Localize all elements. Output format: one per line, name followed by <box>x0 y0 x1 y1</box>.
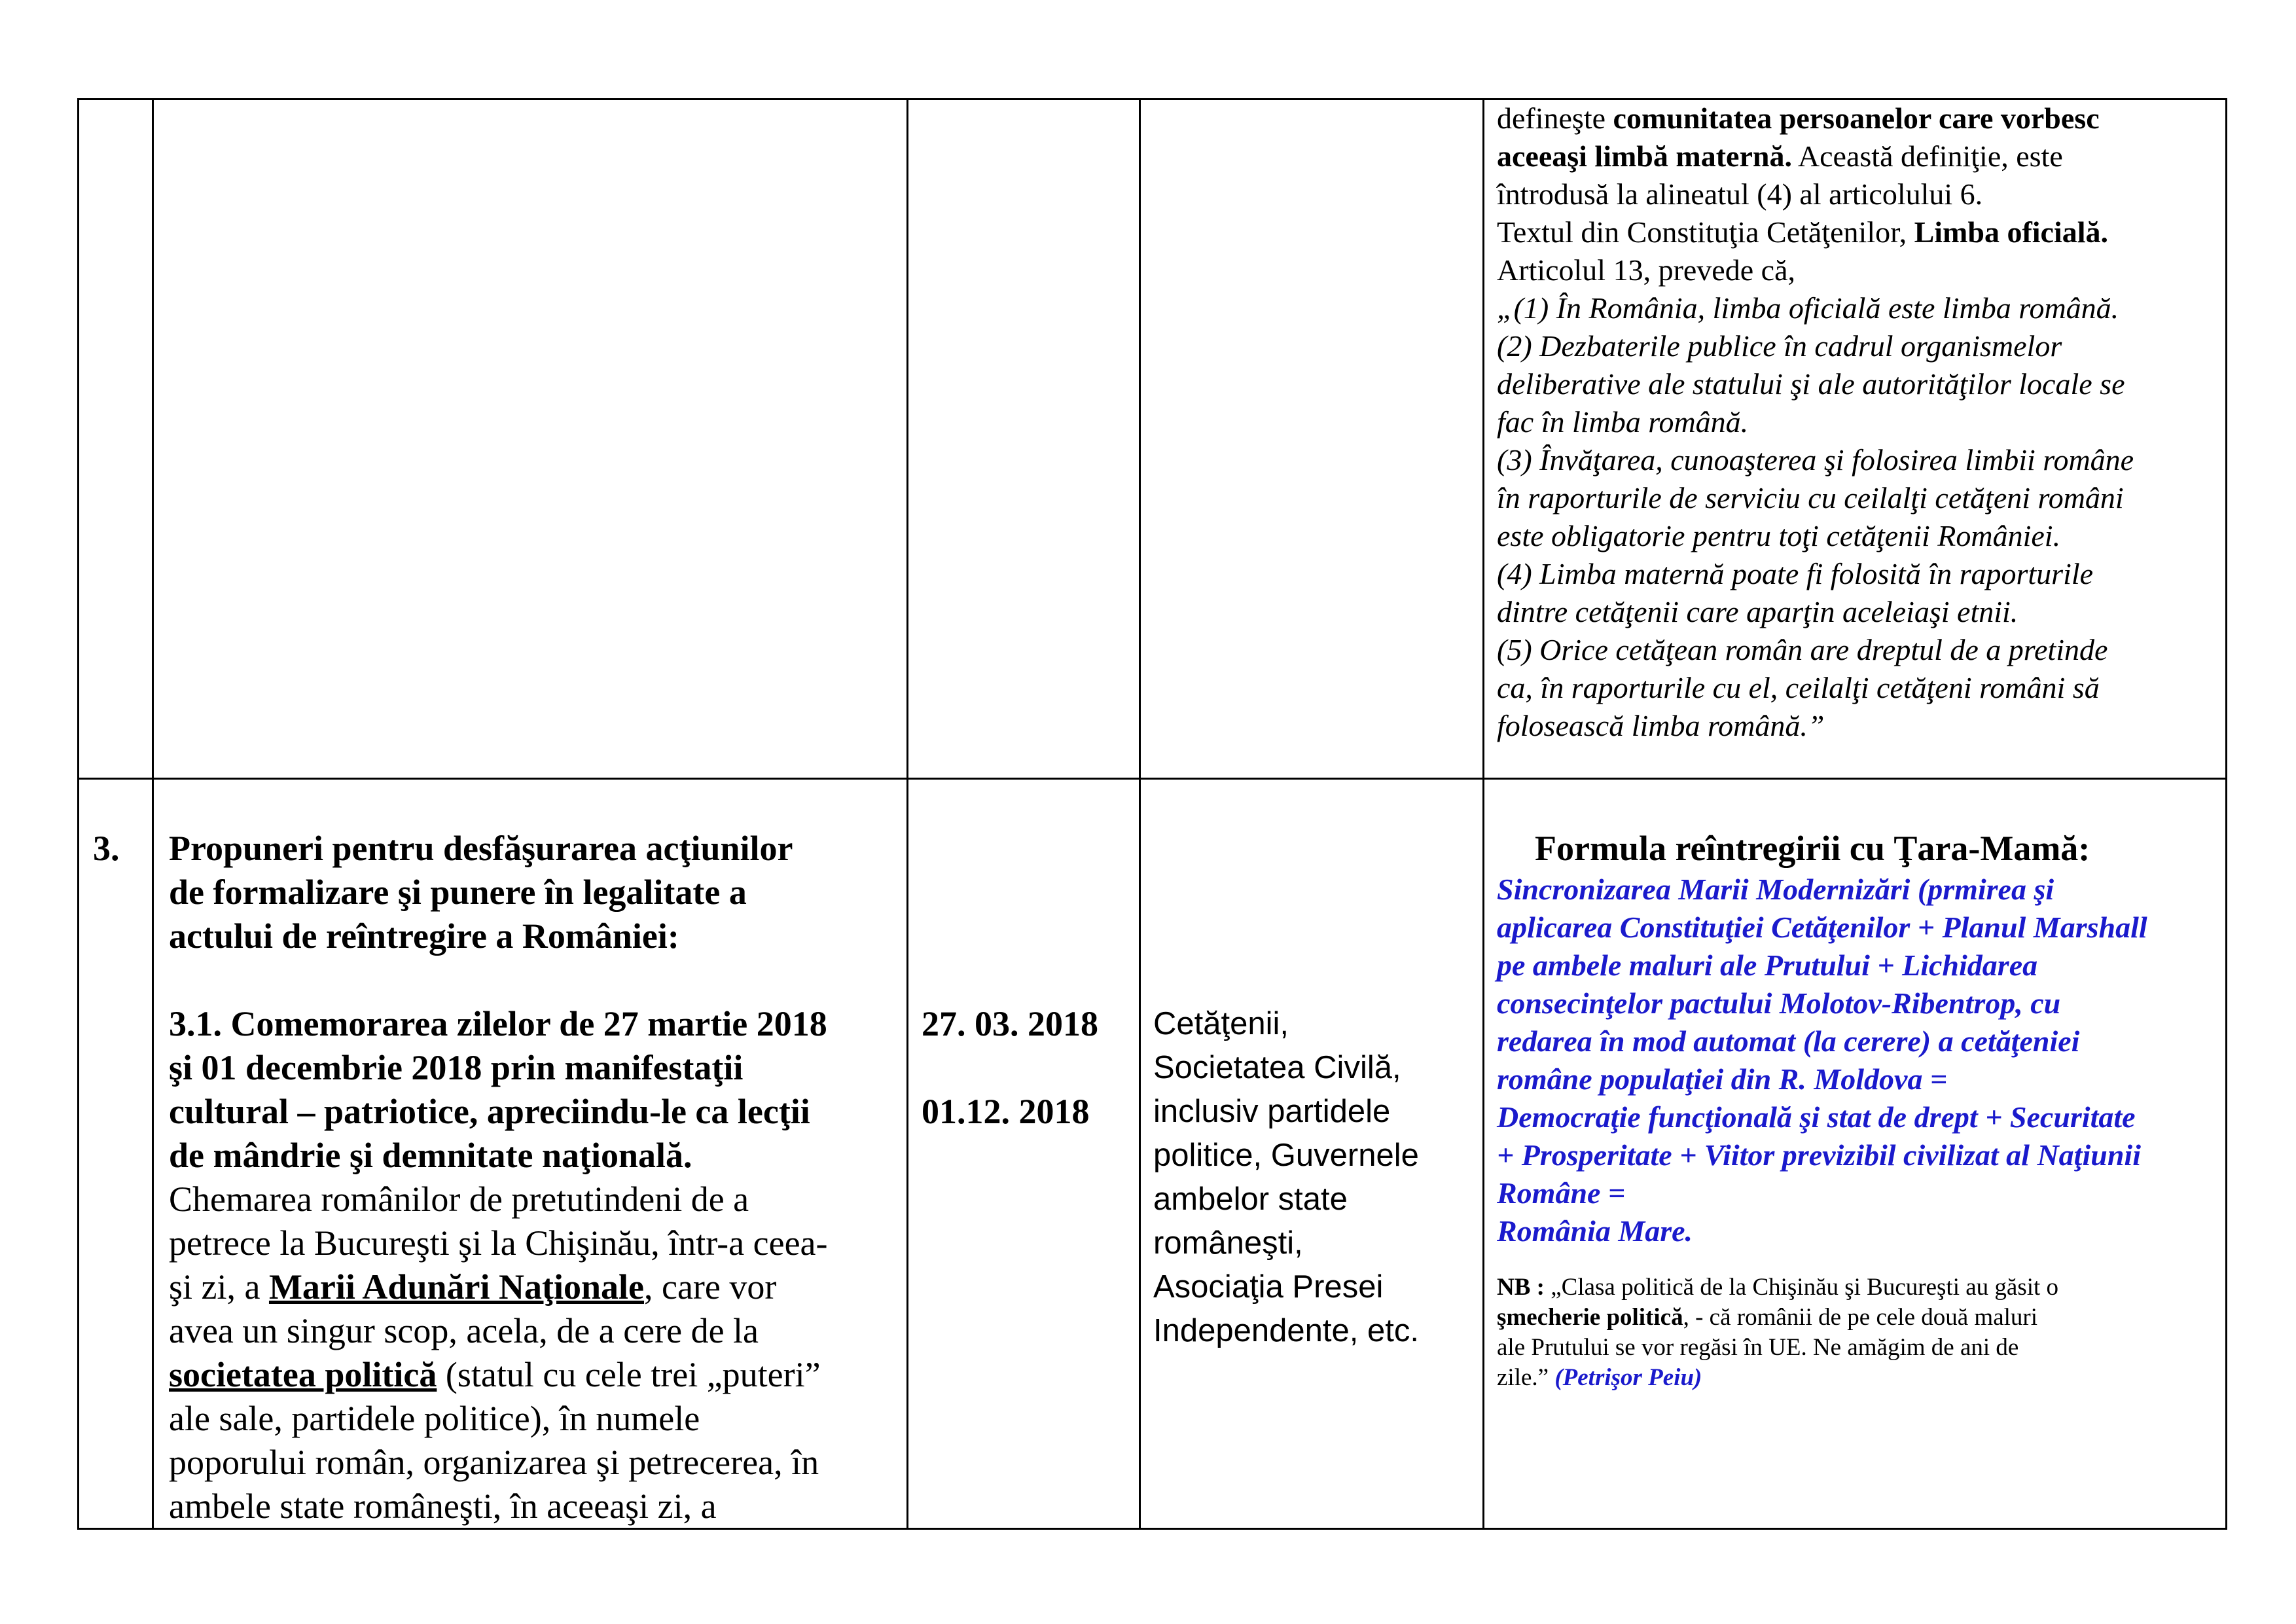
actor-line: Cetăţenii, <box>1153 1006 1289 1041</box>
subpoint-line: 3.1. Comemorarea zilelor de 27 martie 2018 <box>169 1004 827 1043</box>
text-run: (statul cu cele trei „puteri” <box>437 1355 821 1394</box>
paragraph-line: avea un singur scop, acela, de a cere de la <box>169 1311 759 1350</box>
actor-line: Independente, etc. <box>1153 1313 1419 1348</box>
formula-line: Române = <box>1497 1176 1626 1210</box>
column-divider-2 <box>906 98 908 1530</box>
text-run: şi zi, a <box>169 1267 269 1307</box>
formula-line: România Mare. <box>1497 1214 1693 1248</box>
nb-label: NB : <box>1497 1274 1545 1301</box>
responsible-actors-cell <box>1153 1002 1480 1353</box>
text-run: „Clasa politică de la Chişinău şi Bucureşti au găsit o <box>1544 1274 2059 1301</box>
underlined-bold-text: Marii Adunări Naţionale <box>268 1267 644 1307</box>
table-right-border <box>2225 98 2227 1530</box>
text-run: Textul din Constituţia Cetăţenilor, <box>1497 215 1914 249</box>
text-run: Această definiţie, este <box>1791 139 2063 173</box>
actor-line: politice, Guvernele <box>1153 1138 1419 1173</box>
subpoint-line: cultural – patriotice, apreciindu-le ca lecţii <box>169 1092 810 1131</box>
nb-note <box>1497 1272 2223 1393</box>
dates-cell <box>922 1002 1134 1134</box>
date-2: 01.12. 2018 <box>922 1092 1090 1131</box>
proposal-cell <box>169 827 902 1528</box>
formula-body <box>1497 871 2223 1250</box>
paragraph-line: petrece la Bucureşti şi la Chişinău, într-a ceea- <box>169 1223 828 1263</box>
row1-legal-text-cell <box>1497 99 2223 745</box>
quote-line: este obligatorie pentru toţi cetăţenii României. <box>1497 519 2061 552</box>
actor-line: inclusiv partidele <box>1153 1094 1391 1129</box>
formula-line: pe ambele maluri ale Prutului + Lichidarea <box>1497 948 2038 982</box>
row-number: 3. <box>93 829 120 868</box>
table-left-border <box>77 98 79 1530</box>
bold-text-run: comunitatea persoanelor care vorbesc <box>1613 101 2100 135</box>
actor-line: Asociaţia Presei <box>1153 1269 1384 1305</box>
column-divider-3 <box>1139 98 1141 1530</box>
quote-line: fac în limba română. <box>1497 405 1749 439</box>
actor-line: ambelor state <box>1153 1182 1348 1217</box>
text-run: zile.” <box>1497 1364 1555 1391</box>
column-divider-1 <box>152 98 154 1530</box>
quote-line: folosească limba română.” <box>1497 709 1825 742</box>
proposal-heading-line: de formalizare şi punere în legalitate a <box>169 873 747 912</box>
actor-line: Societatea Civilă, <box>1153 1050 1401 1085</box>
column-divider-4 <box>1482 98 1484 1530</box>
paragraph-line: Chemarea românilor de pretutindeni de a <box>169 1180 749 1219</box>
row-divider <box>77 778 2227 780</box>
subpoint-line: de mândrie şi demnitate naţională. <box>169 1136 692 1175</box>
underlined-bold-text: societatea politică <box>169 1355 437 1394</box>
text-run: , care vor <box>643 1267 777 1307</box>
text-run: , - că românii de pe cele două maluri <box>1683 1304 2038 1331</box>
proposal-heading-line: Propuneri pentru desfăşurarea acţiunilor <box>169 829 793 868</box>
formula-line: + Prosperitate + Viitor previzibil civilizat al Naţiunii <box>1497 1138 2141 1172</box>
paragraph-line: ambele state româneşti, în aceeaşi zi, a <box>169 1487 717 1526</box>
actor-line: româneşti, <box>1153 1225 1303 1261</box>
date-1: 27. 03. 2018 <box>922 1004 1098 1043</box>
bold-text-run: şmecherie politică <box>1497 1304 1683 1331</box>
quote-line: (2) Dezbaterile publice în cadrul organismelor <box>1497 329 2062 363</box>
formula-line: Sincronizarea Marii Modernizări (prmirea şi <box>1497 873 2054 906</box>
quote-line: ca, în raporturile cu el, ceilalţi cetăţeni români să <box>1497 671 2100 704</box>
formula-line: române populaţiei din R. Moldova = <box>1497 1062 1948 1096</box>
quote-line: în raporturile de serviciu cu ceilalţi cetăţeni români <box>1497 481 2124 514</box>
formula-title: Formula reîntregirii cu Ţara-Mamă: <box>1535 829 2090 868</box>
quote-line: (3) Învăţarea, cunoaşterea şi folosirea limbii române <box>1497 443 2134 477</box>
paragraph-line: poporului român, organizarea şi petrecerea, în <box>169 1443 819 1482</box>
quote-line: „(1) În România, limba oficială este limba română. <box>1497 291 2119 325</box>
formula-line: redarea în mod automat (la cerere) a cetăţeniei <box>1497 1024 2080 1058</box>
quote-line: dintre cetăţenii care aparţin aceleiaşi etnii. <box>1497 595 2018 628</box>
formula-line: aplicarea Constituţiei Cetăţenilor + Planul Marshall <box>1497 911 2147 944</box>
formula-cell <box>1497 827 2223 1393</box>
text-run: defineşte <box>1497 101 1613 135</box>
text-line: întrodusă la alineatul (4) al articolului 6. <box>1497 177 1983 211</box>
quote-line: deliberative ale statului şi ale autorităţilor locale se <box>1497 367 2125 401</box>
text-line: Articolul 13, prevede că, <box>1497 253 1795 287</box>
quote-line: (4) Limba maternă poate fi folosită în raporturile <box>1497 557 2094 590</box>
subpoint-line: şi 01 decembrie 2018 prin manifestaţii <box>169 1048 744 1087</box>
formula-line: Democraţie funcţională şi stat de drept + Securitate <box>1497 1100 2136 1134</box>
bold-text-run: Limba oficială. <box>1914 215 2109 249</box>
text-line: ale Prutului se vor regăsi în UE. Ne amăgim de ani de <box>1497 1334 2019 1361</box>
attribution: (Petrişor Peiu) <box>1554 1364 1702 1391</box>
quote-line: (5) Orice cetăţean român are dreptul de a pretinde <box>1497 633 2108 666</box>
bold-text-run: aceeaşi limbă maternă. <box>1497 139 1792 173</box>
proposal-heading-line: actului de reîntregire a României: <box>169 916 679 956</box>
paragraph-line: ale sale, partidele politice), în numele <box>169 1399 700 1438</box>
formula-line: consecinţelor pactului Molotov-Ribentrop, cu <box>1497 986 2061 1020</box>
